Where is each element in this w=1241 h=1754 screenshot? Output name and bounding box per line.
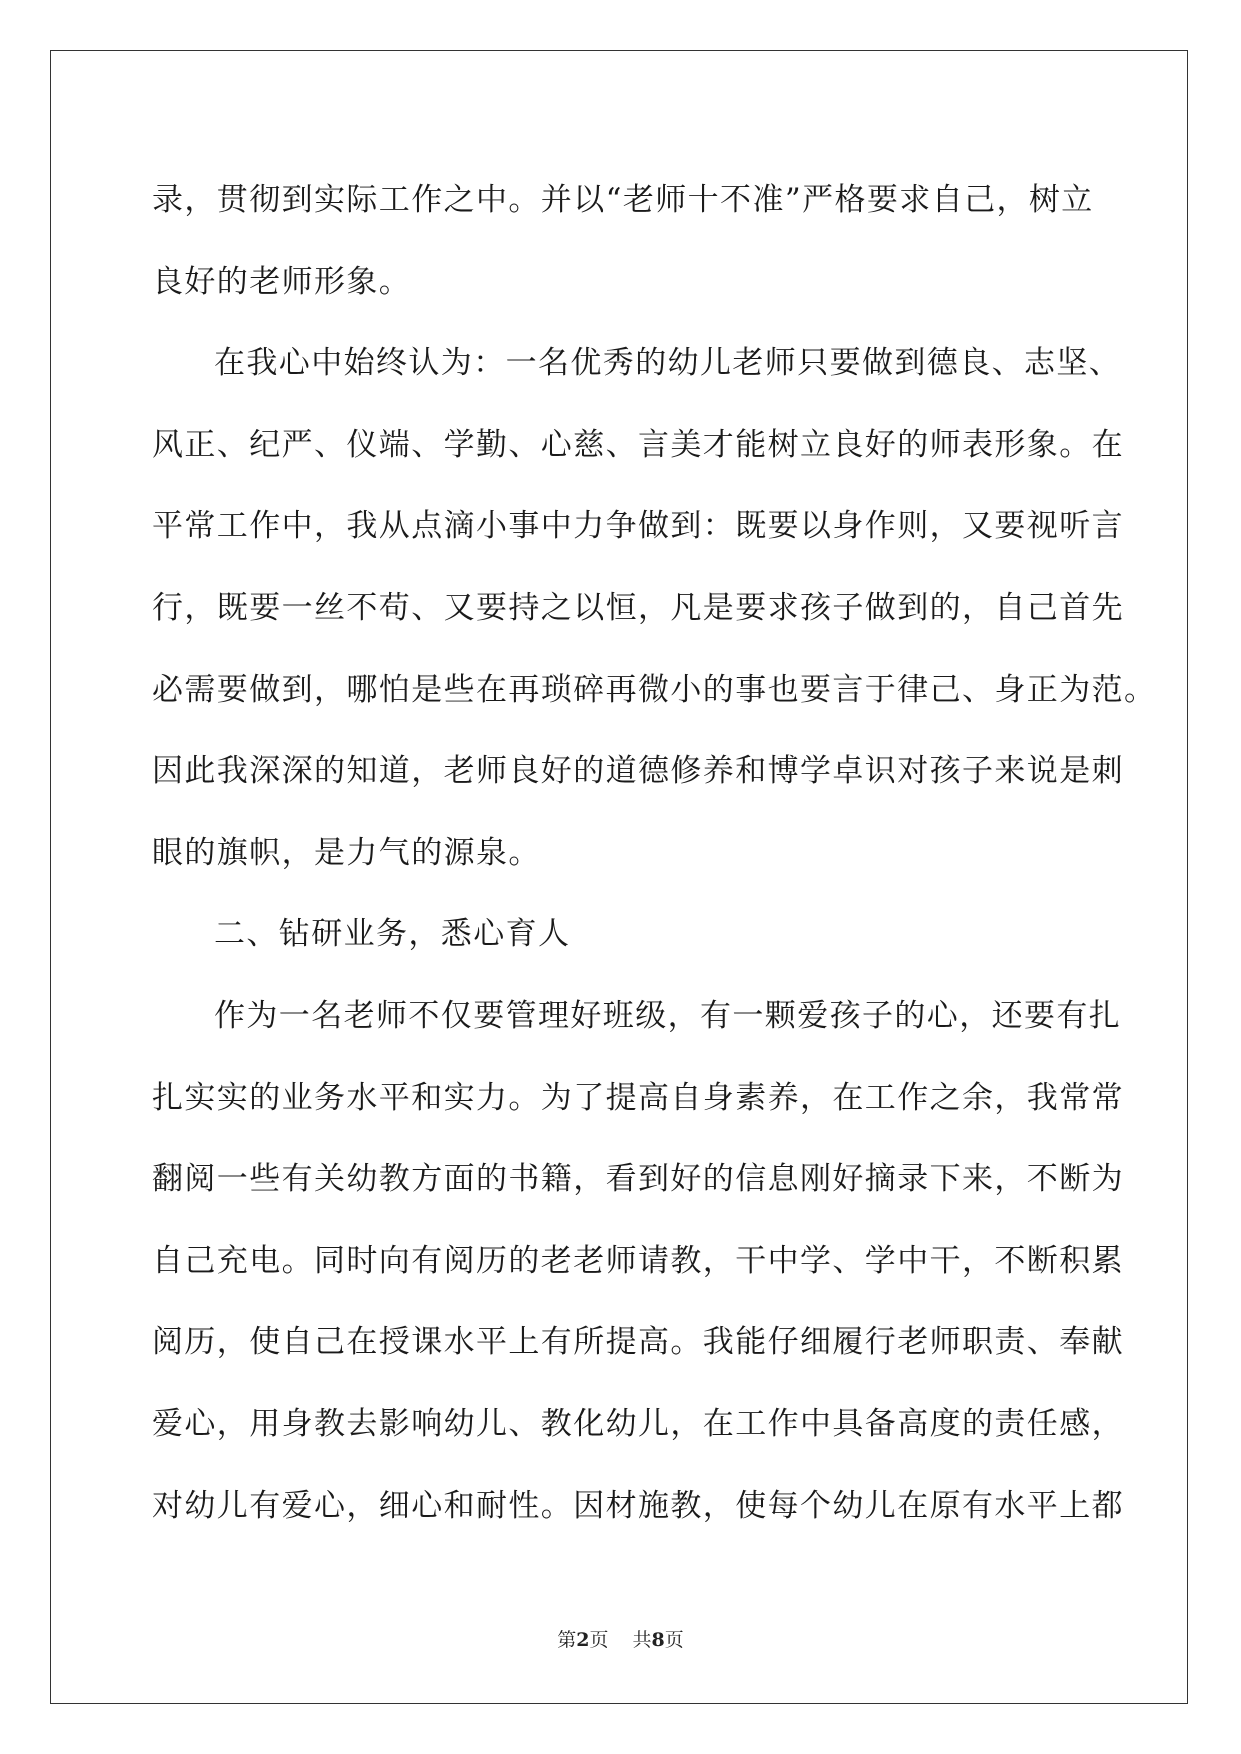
text-line: 因此我深深的知道，老师良好的道德修养和博学卓识对孩子来说是刺 <box>152 753 1124 790</box>
text-line: 扎实实的业务水平和实力。为了提高自身素养，在工作之余，我常常 <box>152 1079 1124 1116</box>
text-line: 二、钻研业务，悉心育人 <box>214 916 571 953</box>
text-line: 作为一名老师不仅要管理好班级，有一颗爱孩子的心，还要有扎 <box>214 997 1122 1034</box>
text-line: 良好的老师形象。 <box>152 263 412 300</box>
text-line: 在我心中始终认为：一名优秀的幼儿老师只要做到德良、志坚、 <box>214 345 1122 382</box>
text-line: 平常工作中，我从点滴小事中力争做到：既要以身作则，又要视听言 <box>152 508 1124 545</box>
page-label: 第2页 <box>557 1629 609 1651</box>
page-footer <box>0 1625 1241 1652</box>
document-body <box>152 160 1157 1547</box>
text-line: 必需要做到，哪怕是些在再琐碎再微小的事也要言于律己、身正为范。 <box>152 671 1157 708</box>
total-pages-label: 共8页 <box>632 1629 684 1651</box>
text-line: 眼的旗帜，是力气的源泉。 <box>152 834 541 871</box>
text-line: 录，贯彻到实际工作之中。并以“老师十不准”严格要求自己，树立 <box>152 182 1094 218</box>
text-line: 行，既要一丝不苟、又要持之以恒，凡是要求孩子做到的，自己首先 <box>152 589 1124 626</box>
text-line: 自己充电。同时向有阅历的老老师请教，干中学、学中干，不断积累 <box>152 1242 1124 1279</box>
text-line: 对幼儿有爱心，细心和耐性。因材施教，使每个幼儿在原有水平上都 <box>152 1487 1124 1524</box>
text-line: 爱心，用身教去影响幼儿、教化幼儿，在工作中具备高度的责任感， <box>152 1405 1124 1442</box>
text-line: 风正、纪严、仪端、学勤、心慈、言美才能树立良好的师表形象。在 <box>152 426 1124 463</box>
text-line: 翻阅一些有关幼教方面的书籍，看到好的信息刚好摘录下来，不断为 <box>152 1161 1124 1198</box>
text-line: 阅历，使自己在授课水平上有所提高。我能仔细履行老师职责、奉献 <box>152 1324 1124 1361</box>
